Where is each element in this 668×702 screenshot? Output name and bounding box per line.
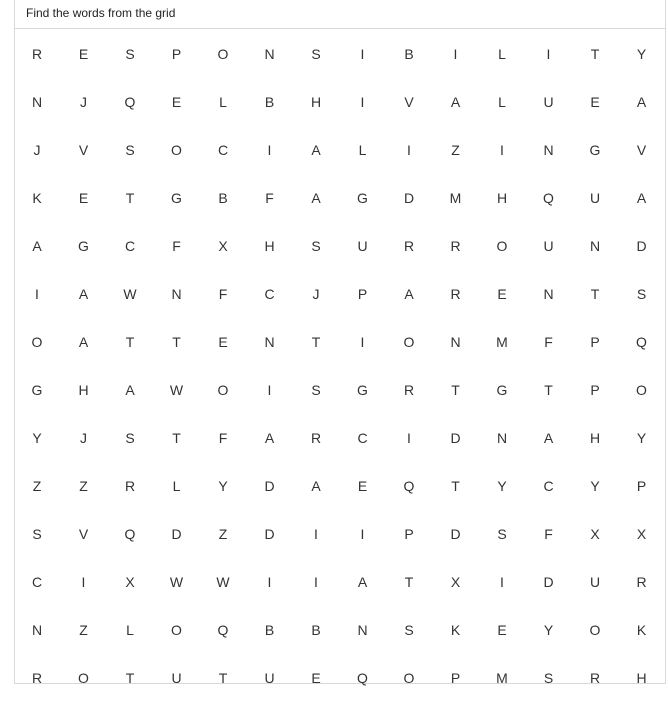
grid-letter[interactable]: E: [357, 478, 368, 494]
grid-letter[interactable]: O: [589, 622, 601, 638]
grid-letter[interactable]: O: [496, 238, 508, 254]
grid-letter[interactable]: T: [172, 334, 181, 350]
grid-letter[interactable]: F: [544, 526, 553, 542]
puzzle-instruction: Find the words from the grid: [26, 6, 176, 20]
grid-letter[interactable]: E: [497, 286, 507, 302]
grid-letter[interactable]: M: [449, 190, 462, 206]
grid-letter[interactable]: I: [314, 574, 318, 590]
grid-letter[interactable]: T: [404, 574, 414, 590]
grid-letter[interactable]: W: [123, 286, 137, 302]
grid-letter[interactable]: I: [546, 46, 551, 62]
grid-letter[interactable]: P: [636, 478, 647, 494]
grid-letter[interactable]: O: [171, 622, 182, 638]
grid-letter[interactable]: L: [498, 46, 506, 62]
grid-letter[interactable]: A: [311, 142, 321, 158]
grid-letter[interactable]: L: [219, 94, 227, 110]
grid-letter[interactable]: O: [217, 382, 229, 398]
grid-letter[interactable]: H: [589, 430, 601, 446]
grid-letter[interactable]: S: [125, 430, 135, 446]
grid-letter[interactable]: T: [544, 382, 553, 398]
grid-letter[interactable]: H: [78, 382, 89, 398]
grid-row: [14, 462, 666, 510]
grid-letter[interactable]: Q: [124, 94, 136, 110]
grid-letter[interactable]: R: [31, 46, 43, 62]
grid-letter[interactable]: Q: [357, 670, 368, 686]
grid-letter[interactable]: S: [32, 526, 42, 542]
grid-letter[interactable]: E: [497, 622, 507, 638]
grid-letter[interactable]: U: [543, 94, 554, 110]
grid-letter[interactable]: S: [404, 622, 414, 638]
grid-letter[interactable]: O: [403, 670, 415, 686]
grid-letter[interactable]: K: [636, 622, 647, 638]
grid-letter[interactable]: T: [218, 670, 228, 686]
grid-letter[interactable]: N: [543, 142, 554, 158]
grid-letter[interactable]: J: [33, 142, 41, 158]
grid-letter[interactable]: Y: [590, 478, 600, 494]
grid-letter[interactable]: V: [404, 94, 414, 110]
grid-letter[interactable]: M: [496, 670, 508, 686]
grid-letter[interactable]: C: [31, 574, 43, 590]
grid-letter[interactable]: G: [496, 382, 508, 398]
grid-letter[interactable]: G: [357, 190, 368, 206]
grid-letter[interactable]: A: [264, 430, 275, 446]
grid-letter[interactable]: O: [78, 670, 89, 686]
grid-letter[interactable]: B: [311, 622, 321, 638]
grid-letter[interactable]: F: [172, 238, 181, 254]
grid-letter[interactable]: Z: [451, 142, 460, 158]
grid-letter[interactable]: P: [590, 334, 600, 350]
grid-letter[interactable]: C: [264, 286, 275, 302]
grid-letter[interactable]: A: [78, 334, 89, 350]
grid-letter[interactable]: N: [357, 622, 368, 638]
grid-letter[interactable]: G: [31, 382, 43, 398]
grid-letter[interactable]: H: [264, 238, 275, 254]
grid-letter[interactable]: G: [589, 142, 601, 158]
grid-letter[interactable]: F: [218, 430, 228, 446]
title-divider: [14, 28, 666, 29]
grid-letter[interactable]: I: [314, 526, 318, 542]
grid-letter[interactable]: X: [590, 526, 600, 542]
grid-letter[interactable]: A: [357, 574, 368, 590]
grid-row: [14, 510, 666, 558]
grid-letter[interactable]: D: [636, 238, 647, 254]
grid-letter[interactable]: I: [360, 46, 365, 62]
grid-letter[interactable]: J: [80, 430, 87, 446]
grid-letter[interactable]: R: [589, 670, 601, 686]
grid-letter[interactable]: A: [636, 190, 647, 206]
grid-letter[interactable]: E: [218, 334, 228, 350]
grid-letter[interactable]: D: [403, 190, 415, 206]
grid-letter[interactable]: B: [264, 622, 275, 638]
grid-letter[interactable]: T: [311, 334, 321, 350]
grid-letter[interactable]: T: [125, 334, 135, 350]
grid-letter[interactable]: E: [311, 670, 321, 686]
grid-letter[interactable]: D: [171, 526, 182, 542]
grid-letter[interactable]: Q: [217, 622, 229, 638]
grid-letter[interactable]: H: [496, 190, 508, 206]
grid-letter[interactable]: I: [407, 142, 411, 158]
grid-letter[interactable]: U: [264, 670, 275, 686]
grid-letter[interactable]: A: [311, 190, 321, 206]
grid-letter[interactable]: N: [450, 334, 461, 350]
grid-letter[interactable]: H: [310, 94, 322, 110]
grid-letter[interactable]: M: [496, 334, 508, 350]
grid-letter[interactable]: I: [267, 142, 272, 158]
grid-letter[interactable]: C: [357, 430, 368, 446]
grid-letter[interactable]: N: [264, 46, 275, 62]
grid-letter[interactable]: Q: [124, 526, 136, 542]
grid-letter[interactable]: I: [35, 286, 39, 302]
grid-letter[interactable]: N: [264, 334, 275, 350]
grid-letter[interactable]: K: [450, 622, 461, 638]
grid-letter[interactable]: E: [78, 190, 89, 206]
grid-letter[interactable]: A: [450, 94, 461, 110]
grid-letter[interactable]: T: [172, 430, 181, 446]
grid-letter[interactable]: Z: [218, 526, 228, 542]
grid-letter[interactable]: B: [218, 190, 228, 206]
grid-letter[interactable]: Q: [403, 478, 415, 494]
grid-letter[interactable]: Q: [636, 334, 647, 350]
grid-letter[interactable]: A: [78, 286, 89, 302]
word-search-grid: [14, 30, 666, 684]
grid-letter[interactable]: T: [125, 190, 135, 206]
grid-letter[interactable]: S: [636, 286, 647, 302]
grid-letter[interactable]: E: [590, 94, 600, 110]
grid-letter[interactable]: L: [172, 478, 181, 494]
grid-letter[interactable]: R: [403, 238, 415, 254]
grid-letter[interactable]: Z: [32, 478, 42, 494]
grid-letter[interactable]: I: [500, 142, 504, 158]
grid-letter[interactable]: S: [311, 238, 321, 254]
grid-letter[interactable]: I: [360, 94, 365, 110]
grid-letter[interactable]: V: [636, 142, 647, 158]
grid-letter[interactable]: R: [124, 478, 136, 494]
grid-row: [14, 78, 666, 126]
grid-letter[interactable]: I: [267, 574, 272, 590]
grid-letter[interactable]: I: [267, 382, 272, 398]
grid-letter[interactable]: C: [217, 142, 229, 158]
grid-letter[interactable]: P: [357, 286, 368, 302]
grid-letter[interactable]: X: [218, 238, 228, 254]
grid-letter[interactable]: G: [171, 190, 182, 206]
grid-letter[interactable]: V: [78, 526, 89, 542]
grid-letter[interactable]: O: [217, 46, 229, 62]
grid-letter[interactable]: T: [590, 286, 600, 302]
grid-letter[interactable]: U: [589, 574, 601, 590]
grid-letter[interactable]: D: [264, 526, 275, 542]
grid-letter[interactable]: U: [171, 670, 182, 686]
grid-letter[interactable]: O: [403, 334, 415, 350]
grid-letter[interactable]: U: [589, 190, 601, 206]
grid-letter[interactable]: Z: [79, 478, 88, 494]
grid-letter[interactable]: K: [32, 190, 42, 206]
grid-letter[interactable]: R: [450, 238, 461, 254]
grid-letter[interactable]: W: [169, 382, 184, 398]
grid-letter[interactable]: Y: [218, 478, 228, 494]
grid-letter[interactable]: I: [81, 574, 86, 590]
grid-letter[interactable]: T: [125, 670, 135, 686]
grid-letter[interactable]: N: [31, 94, 43, 110]
grid-letter[interactable]: A: [32, 238, 42, 254]
grid-row: [14, 654, 666, 702]
grid-row: [14, 126, 666, 174]
grid-row: [14, 366, 666, 414]
grid-letter[interactable]: W: [169, 574, 184, 590]
grid-letter[interactable]: I: [360, 334, 365, 350]
grid-letter[interactable]: P: [590, 382, 600, 398]
grid-letter[interactable]: F: [265, 190, 274, 206]
grid-letter[interactable]: U: [357, 238, 368, 254]
grid-letter[interactable]: L: [126, 622, 134, 638]
grid-letter[interactable]: W: [216, 574, 230, 590]
grid-letter[interactable]: D: [450, 430, 461, 446]
grid-letter[interactable]: S: [311, 382, 321, 398]
grid-letter[interactable]: B: [404, 46, 414, 62]
grid-letter[interactable]: N: [543, 286, 554, 302]
grid-letter[interactable]: F: [544, 334, 553, 350]
grid-row: [14, 222, 666, 270]
grid-letter[interactable]: J: [80, 94, 87, 110]
grid-row: [14, 414, 666, 462]
grid-row: [14, 606, 666, 654]
grid-letter[interactable]: N: [589, 238, 601, 254]
grid-letter[interactable]: D: [264, 478, 275, 494]
grid-row: [14, 174, 666, 222]
grid-row: [14, 30, 666, 78]
grid-letter[interactable]: A: [125, 382, 135, 398]
grid-letter[interactable]: R: [31, 670, 43, 686]
grid-letter[interactable]: F: [218, 286, 228, 302]
grid-letter[interactable]: T: [451, 382, 460, 398]
grid-row: [14, 558, 666, 606]
grid-letter[interactable]: U: [543, 238, 554, 254]
grid-letter[interactable]: O: [31, 334, 43, 350]
grid-letter[interactable]: S: [125, 46, 135, 62]
grid-letter[interactable]: Q: [543, 190, 554, 206]
grid-letter[interactable]: L: [498, 94, 506, 110]
grid-letter[interactable]: N: [171, 286, 182, 302]
grid-letter[interactable]: O: [171, 142, 182, 158]
grid-letter[interactable]: I: [453, 46, 458, 62]
grid-letter[interactable]: T: [590, 46, 600, 62]
grid-letter[interactable]: D: [543, 574, 554, 590]
grid-letter[interactable]: Y: [636, 46, 647, 62]
grid-letter[interactable]: E: [78, 46, 89, 62]
grid-letter[interactable]: I: [360, 526, 365, 542]
grid-letter[interactable]: I: [500, 574, 504, 590]
grid-letter[interactable]: I: [407, 430, 411, 446]
grid-letter[interactable]: Z: [79, 622, 88, 638]
grid-letter[interactable]: E: [171, 94, 182, 110]
grid-letter[interactable]: A: [311, 478, 321, 494]
grid-row: [14, 318, 666, 366]
grid-letter[interactable]: Y: [636, 430, 647, 446]
grid-letter[interactable]: A: [543, 430, 554, 446]
grid-letter[interactable]: G: [357, 382, 368, 398]
grid-letter[interactable]: S: [311, 46, 321, 62]
grid-letter[interactable]: T: [451, 478, 460, 494]
grid-letter[interactable]: D: [450, 526, 461, 542]
grid-letter[interactable]: S: [125, 142, 135, 158]
grid-row: [14, 270, 666, 318]
grid-letter[interactable]: R: [450, 286, 461, 302]
grid-letter[interactable]: Y: [543, 622, 554, 638]
grid-letter[interactable]: P: [450, 670, 461, 686]
grid-letter[interactable]: Y: [497, 478, 507, 494]
grid-letter[interactable]: A: [404, 286, 414, 302]
grid-letter[interactable]: B: [264, 94, 275, 110]
grid-letter[interactable]: X: [125, 574, 135, 590]
grid-letter[interactable]: R: [310, 430, 322, 446]
grid-letter[interactable]: Y: [32, 430, 42, 446]
grid-letter[interactable]: O: [636, 382, 647, 398]
grid-letter[interactable]: S: [543, 670, 554, 686]
grid-letter[interactable]: P: [404, 526, 414, 542]
grid-letter[interactable]: N: [496, 430, 508, 446]
grid-letter[interactable]: G: [78, 238, 89, 254]
grid-letter[interactable]: N: [31, 622, 43, 638]
grid-letter[interactable]: C: [124, 238, 136, 254]
grid-letter[interactable]: C: [543, 478, 554, 494]
grid-letter[interactable]: P: [171, 46, 182, 62]
grid-letter[interactable]: R: [403, 382, 415, 398]
grid-letter[interactable]: H: [636, 670, 647, 686]
grid-letter[interactable]: V: [78, 142, 89, 158]
grid-letter[interactable]: J: [312, 286, 320, 302]
grid-letter[interactable]: A: [636, 94, 647, 110]
grid-letter[interactable]: L: [358, 142, 367, 158]
grid-letter[interactable]: S: [497, 526, 507, 542]
grid-letter[interactable]: X: [450, 574, 461, 590]
grid-letter[interactable]: X: [636, 526, 647, 542]
grid-letter[interactable]: R: [636, 574, 647, 590]
